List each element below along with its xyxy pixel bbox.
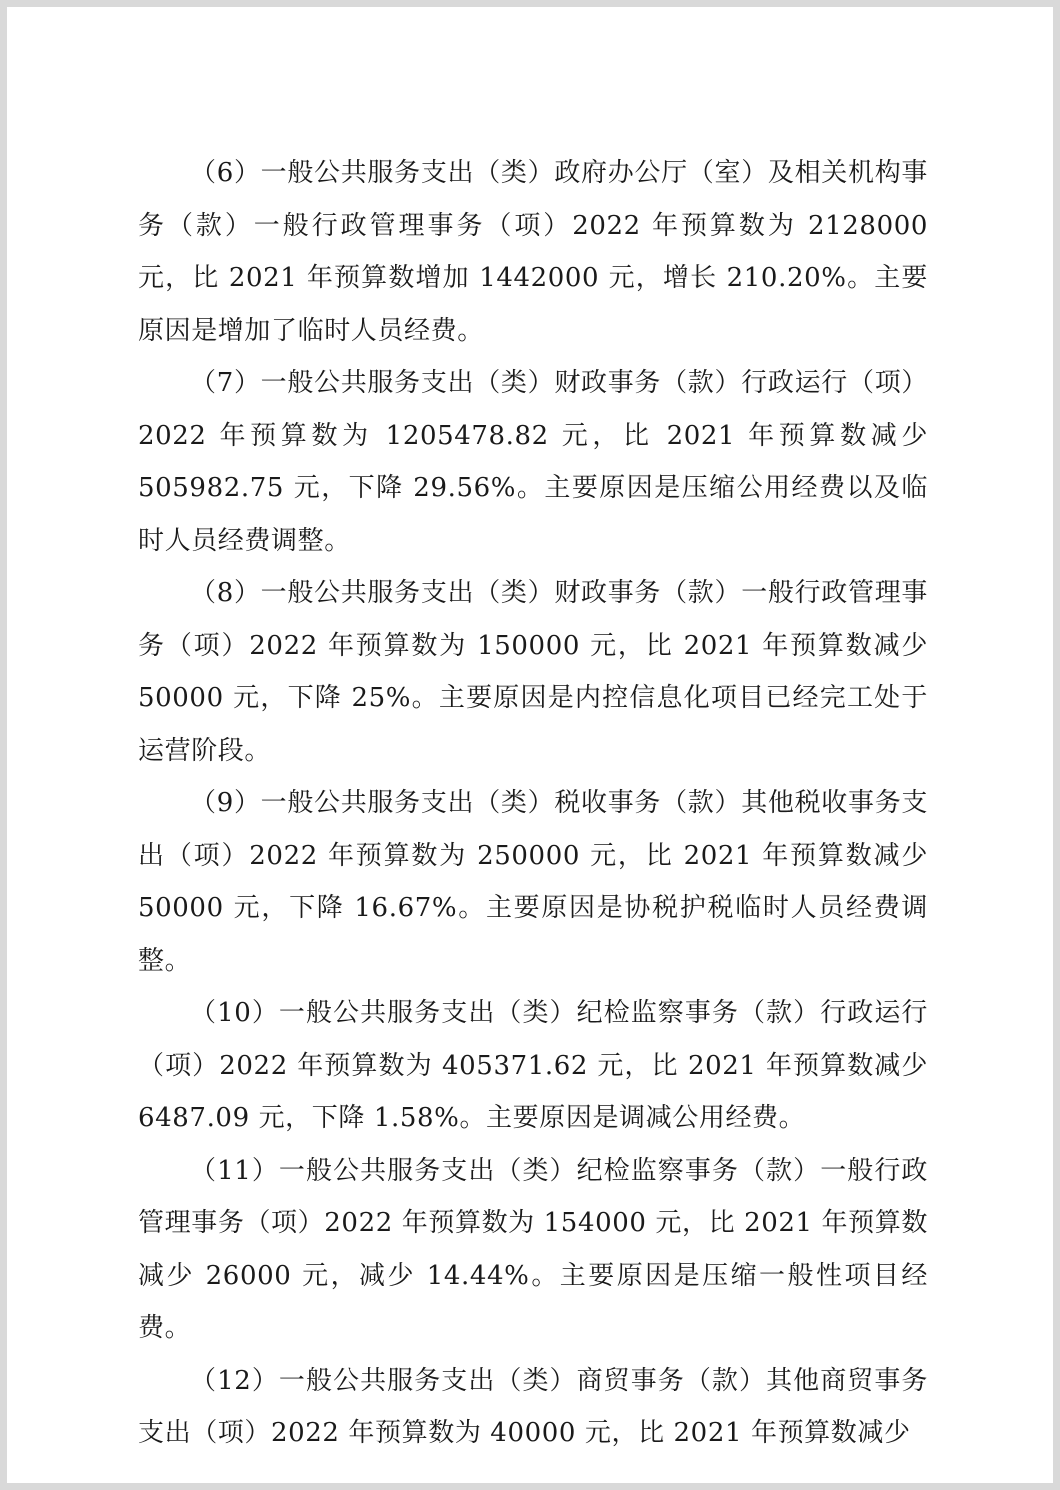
paragraph-10: （10）一般公共服务支出（类）纪检监察事务（款）行政运行（项）2022 年预算数为 405371.62 元，比 2021 年预算数减少 6487.09 元，下降 1.58%。主要原因是调减公用经费。 xyxy=(138,998,928,1133)
document-body xyxy=(138,147,928,1460)
paragraph-9: （9）一般公共服务支出（类）税收事务（款）其他税收事务支出（项）2022 年预算数为 250000 元，比 2021 年预算数减少 50000 元，下降 16.67%。主要原因是协税护税临时人员经费调整。 xyxy=(138,788,928,976)
paragraph-11: （11）一般公共服务支出（类）纪检监察事务（款）一般行政管理事务（项）2022 年预算数为 154000 元，比 2021 年预算数减少 26000 元，减少 14.44%。主要原因是压缩一般性项目经费。 xyxy=(138,1155,928,1343)
paragraph-8: （8）一般公共服务支出（类）财政事务（款）一般行政管理事务（项）2022 年预算数为 150000 元，比 2021 年预算数减少 50000 元，下降 25%。主要原因是内控信息化项目已经完工处于运营阶段。 xyxy=(138,578,928,766)
paragraph-12: （12）一般公共服务支出（类）商贸事务（款）其他商贸事务支出（项）2022 年预算数为 40000 元，比 2021 年预算数减少 xyxy=(138,1365,928,1448)
paragraph-7: （7）一般公共服务支出（类）财政事务（款）行政运行（项）2022 年预算数为 1205478.82 元，比 2021 年预算数减少 505982.75 元，下降 29.56%。主要原因是压缩公用经费以及临时人员经费调整。 xyxy=(138,368,928,556)
document-page xyxy=(7,7,1053,1483)
paragraph-6: （6）一般公共服务支出（类）政府办公厅（室）及相关机构事务（款）一般行政管理事务（项）2022 年预算数为 2128000 元，比 2021 年预算数增加 1442000 元，增长 210.20%。主要原因是增加了临时人员经费。 xyxy=(138,158,928,346)
